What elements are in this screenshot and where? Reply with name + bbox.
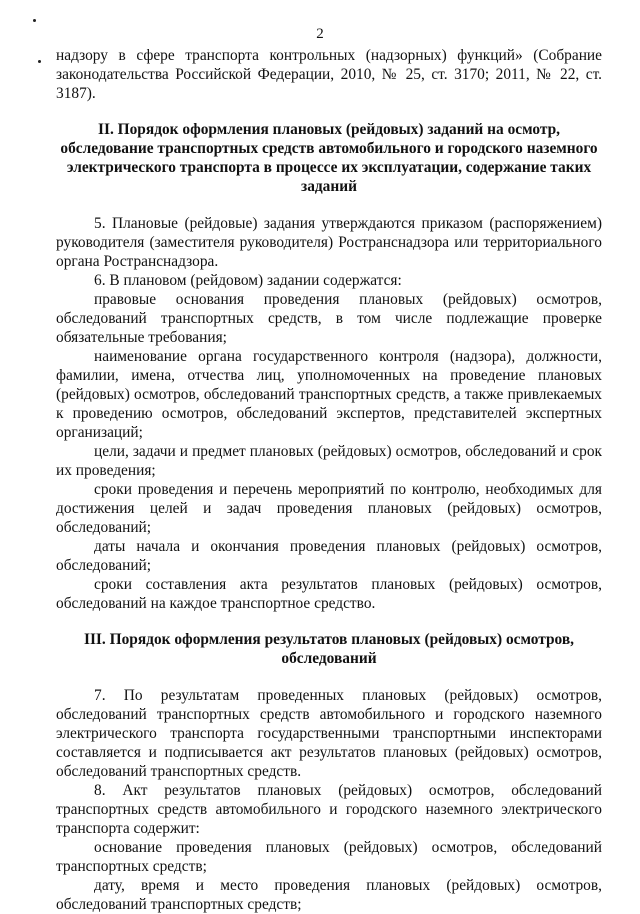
paragraph-5: 5. Плановые (рейдовые) задания утверждаются приказом (распоряжением) руководителя (заместителя руководителя) Ространснадзора или территориального органа Ространснадзора.	[56, 215, 602, 270]
list-item-goals: цели, задачи и предмет плановых (рейдовых) осмотров, обследований и срок их проведения;	[56, 443, 602, 479]
document-body	[56, 46, 602, 914]
list-item-authority: наименование органа государственного контроля (надзора), должности, фамилии, имена, отчества лиц, уполномоченных на проведение плановых (рейдовых) осмотров, обследований транспортных средств, а также привлекаемых к проведению осмотров, обследований экспертов, представителей экспертных организаций;	[56, 348, 602, 441]
page-number: 2	[316, 26, 324, 42]
list-item-date-place: дату, время и место проведения плановых (рейдовых) осмотров, обследований транспортных средств;	[56, 877, 602, 913]
list-item-dates: даты начала и окончания проведения плановых (рейдовых) осмотров, обследований;	[56, 538, 602, 574]
list-item-legal-grounds: правовые основания проведения плановых (рейдовых) осмотров, обследований транспортных средств, в том числе подлежащие проверке обязательные требования;	[56, 291, 602, 346]
section-2-heading: II. Порядок оформления плановых (рейдовых) заданий на осмотр, обследование транспортных средств автомобильного и городского наземного электрического транспорта в процессе их эксплуатации, содержание таких заданий	[60, 121, 598, 195]
list-item-basis: основание проведения плановых (рейдовых) осмотров, обследований транспортных средств;	[56, 839, 602, 875]
list-item-timing: сроки проведения и перечень мероприятий по контролю, необходимых для достижения целей и задач проведения плановых (рейдовых) осмотров, обследований;	[56, 481, 602, 536]
paragraph-8: 8. Акт результатов плановых (рейдовых) осмотров, обследований транспортных средств автомобильного и городского наземного электрического транспорта содержит:	[56, 782, 602, 837]
paragraph-7: 7. По результатам проведенных плановых (рейдовых) осмотров, обследований транспортных средств автомобильного и городского наземного электрического транспорта государственными транспортными инспекторами составляется и подписывается акт результатов плановых (рейдовых) осмотров, обследований транспортных средств.	[56, 687, 602, 780]
scan-mark	[33, 19, 36, 22]
scan-mark	[38, 60, 41, 63]
paragraph-6: 6. В плановом (рейдовом) задании содержатся:	[94, 272, 402, 289]
section-3-heading: III. Порядок оформления результатов плановых (рейдовых) осмотров, обследований	[83, 631, 575, 667]
list-item-act-deadline: сроки составления акта результатов плановых (рейдовых) осмотров, обследований на каждое транспортное средство.	[56, 576, 602, 612]
intro-paragraph: надзору в сфере транспорта контрольных (надзорных) функций» (Собрание законодательства Российской Федерации, 2010, № 25, ст. 3170; 2011, № 22, ст. 3187).	[56, 47, 602, 102]
